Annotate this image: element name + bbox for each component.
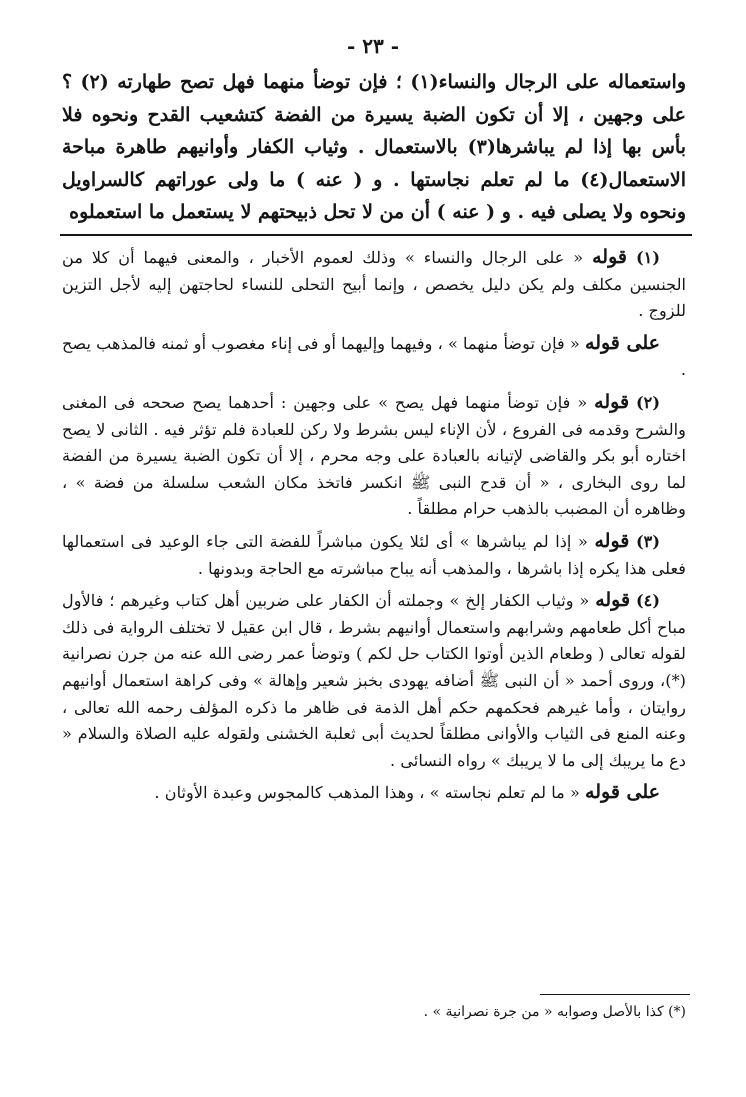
note-4 <box>62 587 686 774</box>
note-number: (٣) <box>635 531 661 551</box>
note-lead: قوله <box>592 246 627 268</box>
note-3 <box>62 528 686 582</box>
note-1 <box>62 244 686 325</box>
note-lead: قوله <box>595 589 631 612</box>
footnote: (*) كذا بالأصل وصوابه « من جرة نصرانية » . <box>423 1004 686 1020</box>
note-lead: على قوله <box>585 781 660 804</box>
note-2 <box>62 389 686 523</box>
note-number: (١) <box>635 248 660 267</box>
note-text: « ما لم تعلم نجاسته » ، وهذا المذهب كالمجوس وعبدة الأوثان . <box>154 783 580 803</box>
note-text: « فإن توضأ منهما فهل يصح » على وجهين : أحدهما يصح صححه فى المغنى والشرح وقدمه فى الفروع ، لأن الإناء ليس بشرط ولا ركن للعبادة فلم تؤثر فيه . الثانى لا يصح اختاره أبو بكر والقاضى لإتيانه بالعبادة على وجه محرم ، إلا أن تكون الضبة يسيرة من الفضة لما روى البخارى ، « أن قدح النبى ﷺ انكسر فاتخذ مكان الشعب سلسلة من فضة » ، وظاهره أن المضبب بالذهب حرام مطلقاً . <box>62 392 686 519</box>
note-text: « وثياب الكفار إلخ » وجملته أن الكفار على ضربين أهل كتاب وغيرهم ؛ فالأول مباح أكل طعامهم وشرابهم واستعمال أوانيهم بشرط ، قال ابن عقيل لا تختلف الرواية فى ذلك لقوله تعالى ( وطعام الذين أوتوا الكتاب حل لكم ) وتوضأ عمر رضى الله عنه من جرن نصرانية (*)، وروى أحمد « أن النبى ﷺ أضافه يهودى بخبز شعير وإهالة » وفى كراهة استعمال أوانيهم روايتان ، وأما غيرهم فحكمهم حكم أهل الذمة فى ظاهر ما ذكره المؤلف رحمه الله تعالى ، وعنه المنع فى الثياب والأوانى مطلقاً لحديث أبى ثعلبة الخشنى ولقوله عليه الصلاة والسلام « دع ما يريبك إلى ما لا يريبك » رواه النسائى . <box>62 591 686 770</box>
note-lead: قوله <box>594 529 630 552</box>
note-lead: على قوله <box>585 331 660 354</box>
footnote-divider <box>540 994 690 995</box>
note-lead: قوله <box>594 390 630 413</box>
note-text: « فإن توضأ منهما » ، وفيهما وإليهما أو فى إناء مغصوب أو ثمنه فالمذهب يصح . <box>62 333 686 380</box>
main-divider <box>60 234 692 236</box>
note-1b <box>62 330 686 384</box>
note-text: « على الرجال والنساء » وذلك لعموم الأخبار ، والمعنى فيهما أن كلا من الجنسين مكلف ولم يكن دليل يخصص ، وإنما أبيح التحلى للنساء لحاجتهن إليه لأجل التزين للزوج . <box>62 248 686 321</box>
note-number: (٤) <box>635 591 660 611</box>
note-number: (٢) <box>635 392 660 412</box>
note-text: « إذا لم يباشرها » أى لئلا يكون مباشراً للفضة التى جاء الوعيد فى استعمالها فعلى هذا يكره إذا باشرها ، والمذهب أنه يباح مباشرته مع الحاجة وبدونها . <box>62 531 686 578</box>
commentary-notes <box>62 244 686 812</box>
page-number: - ٢٣ - <box>346 34 399 58</box>
note-4b <box>62 779 686 807</box>
main-text: واستعماله على الرجال والنساء(١) ؛ فإن توضأ منهما فهل تصح طهارته (٢) ؟ على وجهين ، إلا أن تكون الضبة يسيرة من الفضة كتشعيب القدح ونحوه فلا بأس بها إذا لم يباشرها(٣) بالاستعمال . وثياب الكفار وأوانيهم طاهرة مباحة الاستعمال(٤) ما لم تعلم نجاستها . و ( عنه ) ما ولى عوراتهم كالسراويل ونحوه ولا يصلى فيه . و ( عنه ) أن من لا تحل ذبيحتهم لا يستعمل ما استعملوه <box>62 71 687 224</box>
